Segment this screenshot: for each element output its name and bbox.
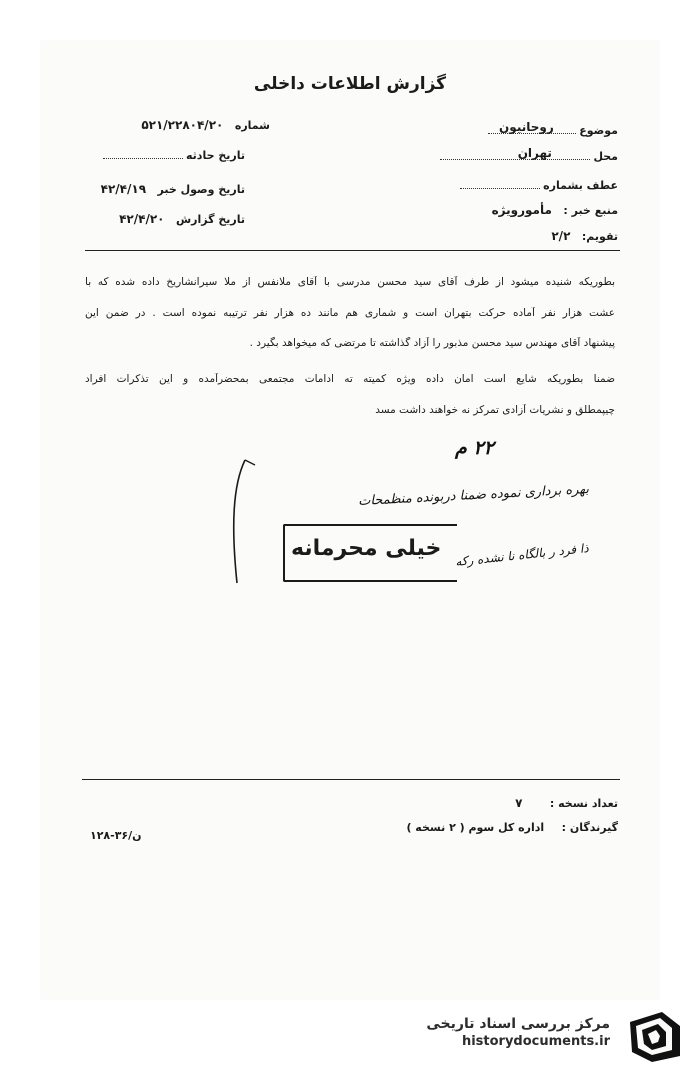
- org-name: مرکز بررسی اسناد تاریخی: [426, 1016, 610, 1032]
- confidential-stamp: [283, 524, 457, 582]
- body-line-3: پیشنهاد آقای مهندس سید محسن مذبور را آزاد گذاشته تا مرتضی که میخواهد بگیرد .: [249, 337, 615, 349]
- location-label: محل: [593, 150, 618, 163]
- handwritten-bracket-mark: [225, 455, 260, 590]
- source-label: منبع خبر :: [563, 204, 618, 217]
- org-logo-icon: [622, 1008, 688, 1064]
- receipt-date-field: [101, 182, 245, 196]
- report-date-field: [119, 212, 245, 226]
- footer-divider: [82, 779, 620, 780]
- calendar-label: تقویم:: [581, 230, 618, 243]
- incident-date-label: تاریخ حادثه: [186, 149, 245, 162]
- copies-label: تعداد نسخه :: [549, 797, 618, 810]
- document-title: گزارش اطلاعات داخلی: [253, 74, 447, 94]
- incident-date-field: [103, 149, 246, 162]
- location-field: [440, 146, 618, 163]
- recipients-label: گیرندگان :: [561, 821, 618, 834]
- receipt-date-label: تاریخ وصول خبر: [157, 183, 245, 196]
- document-code: ۱۲۸-۳۶/ن: [90, 829, 142, 842]
- reference-label: عطف بشماره: [543, 179, 618, 192]
- footer-brand: [426, 1016, 610, 1049]
- source-field: [492, 203, 618, 217]
- calendar-value: ۲/۲: [551, 229, 571, 243]
- number-value: ۵۲۱/۲۲۸۰۴/۲۰: [141, 118, 224, 132]
- recipients-value: اداره کل سوم ( ۲ نسخه ): [406, 821, 545, 834]
- subject-field: [488, 120, 618, 137]
- site-url[interactable]: historydocuments.ir: [461, 1034, 610, 1049]
- stamp-text: خیلی محرمانه: [291, 536, 442, 561]
- recipients-field: [406, 821, 618, 834]
- copies-field: [515, 796, 618, 810]
- location-value: تهران: [517, 146, 552, 160]
- number-field: [141, 118, 270, 132]
- subject-label: موضوع: [579, 124, 618, 137]
- header-divider: [85, 250, 620, 251]
- number-label: شماره: [234, 119, 270, 132]
- receipt-date-value: ۴۲/۴/۱۹: [100, 182, 147, 196]
- body-line-1: بطوریکه شنیده میشود از طرف آقای سید محسن مدرسی با آقای ملانفس از ملا سیرانشاریخ داده شده که با: [85, 276, 615, 288]
- body-line-5: چیپمطلق و نشریات آزادی تمرکز نه خواهند داشت مسد: [375, 404, 615, 416]
- handwritten-note-line-2: ذا فرد ر بالگاه نا نشده رکه: [454, 541, 590, 569]
- source-value: مأمورویژه: [491, 203, 552, 217]
- subject-value: روحانیون: [499, 120, 554, 134]
- handwritten-number: ۲۲ م: [455, 437, 494, 459]
- handwritten-note-line-1: بهره برداری نموده ضمنا دربونده منظمحات: [357, 481, 590, 510]
- copies-value: ۷: [515, 796, 523, 810]
- report-date-label: تاریخ گزارش: [175, 213, 245, 226]
- body-line-2: عشت هزار نفر آماده حرکت بتهران است و شماری هم مانند ده هزار نفر ترتیبه نموده است . در ضمن این: [85, 307, 615, 319]
- calendar-field: [551, 229, 618, 243]
- report-date-value: ۴۲/۴/۲۰: [119, 212, 165, 226]
- body-line-4: ضمنا بطوریکه شایع است امان داده ویژه کمیته ته ادامات مجتمعی بمحضرآمده و این تذکرات افراد: [85, 373, 615, 385]
- reference-field: [460, 179, 618, 192]
